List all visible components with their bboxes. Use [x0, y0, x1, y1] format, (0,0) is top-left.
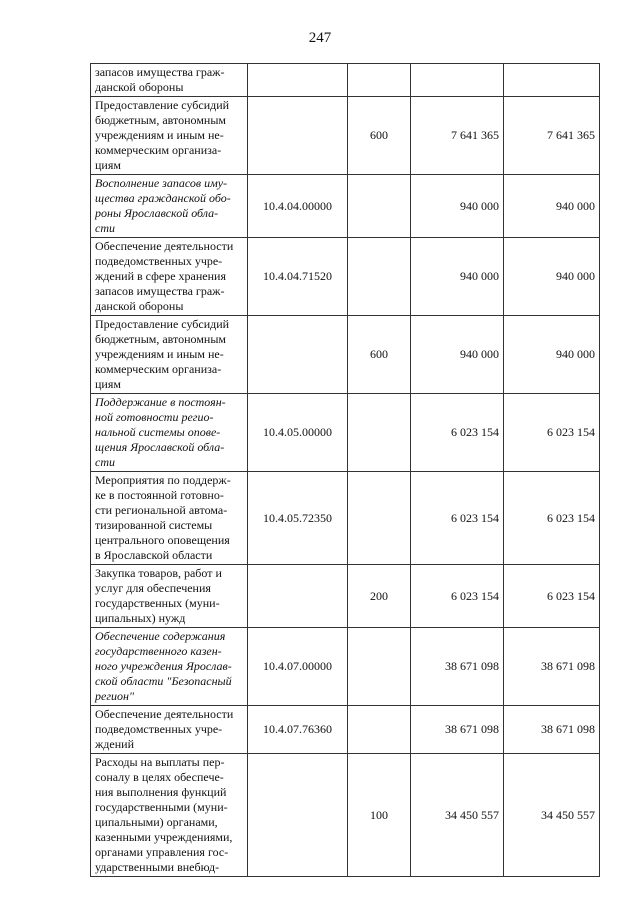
row-name-cell: [91, 565, 248, 628]
row-name-cell: [91, 175, 248, 238]
expense-type-code: [348, 238, 411, 316]
row-name-line: ния выполнения функций: [95, 785, 227, 799]
row-name-line: ципальными) органами,: [95, 815, 218, 829]
row-name-cell: [91, 97, 248, 175]
row-name-line: государственного казен-: [95, 644, 222, 658]
row-name-line: Поддержание в постоян-: [95, 395, 226, 409]
row-name-cell: [91, 472, 248, 565]
table-row: [91, 238, 600, 316]
row-name-line: государственными (муни-: [95, 800, 228, 814]
target-article-code: 10.4.05.00000: [248, 394, 348, 472]
expense-type-code: [348, 628, 411, 706]
row-name-line: ской области "Безопасный: [95, 674, 232, 688]
row-name-line: ной готовности регио-: [95, 410, 214, 424]
amount-year-2: [504, 64, 600, 97]
row-name-line: ждений: [95, 737, 134, 751]
amount-year-1: 6 023 154: [411, 565, 504, 628]
target-article-code: [248, 97, 348, 175]
row-name-line: циям: [95, 158, 121, 172]
row-name-line: коммерческим организа-: [95, 143, 222, 157]
amount-year-2: 38 671 098: [504, 706, 600, 754]
amount-year-1: 6 023 154: [411, 472, 504, 565]
row-name-line: Обеспечение деятельности: [95, 707, 234, 721]
table-row: [91, 706, 600, 754]
expense-type-code: 600: [348, 316, 411, 394]
target-article-code: [248, 754, 348, 877]
expense-type-code: [348, 706, 411, 754]
row-name-line: Обеспечение деятельности: [95, 239, 234, 253]
expense-type-code: 100: [348, 754, 411, 877]
expense-type-code: [348, 64, 411, 97]
amount-year-2: 34 450 557: [504, 754, 600, 877]
row-name-line: соналу в целях обеспече-: [95, 770, 224, 784]
row-name-cell: [91, 394, 248, 472]
amount-year-1: 38 671 098: [411, 628, 504, 706]
expense-type-code: 600: [348, 97, 411, 175]
amount-year-2: 940 000: [504, 316, 600, 394]
amount-year-1: 38 671 098: [411, 706, 504, 754]
amount-year-2: 6 023 154: [504, 394, 600, 472]
table-row: [91, 754, 600, 877]
row-name-line: ципальных) нужд: [95, 611, 186, 625]
row-name-line: ного учреждения Ярослав-: [95, 659, 232, 673]
row-name-line: Восполнение запасов иму-: [95, 176, 228, 190]
row-name-line: сти региональной автома-: [95, 503, 228, 517]
budget-table: [90, 63, 600, 877]
expense-type-code: [348, 394, 411, 472]
table-row: [91, 97, 600, 175]
row-name-line: данской обороны: [95, 80, 184, 94]
target-article-code: 10.4.07.00000: [248, 628, 348, 706]
table-row: [91, 316, 600, 394]
row-name-cell: [91, 238, 248, 316]
row-name-line: роны Ярославской обла-: [95, 206, 219, 220]
target-article-code: 10.4.04.71520: [248, 238, 348, 316]
amount-year-2: 940 000: [504, 238, 600, 316]
row-name-line: тизированной системы: [95, 518, 213, 532]
row-name-cell: [91, 64, 248, 97]
row-name-cell: [91, 628, 248, 706]
amount-year-1: 7 641 365: [411, 97, 504, 175]
row-name-line: запасов имущества граж-: [95, 284, 225, 298]
row-name-line: коммерческим организа-: [95, 362, 222, 376]
row-name-cell: [91, 754, 248, 877]
table-row: [91, 64, 600, 97]
amount-year-1: [411, 64, 504, 97]
table-row: [91, 394, 600, 472]
row-name-line: регион": [95, 689, 134, 703]
budget-table-body: [91, 64, 600, 877]
row-name-line: подведомственных учре-: [95, 722, 223, 736]
amount-year-2: 940 000: [504, 175, 600, 238]
row-name-line: ударственными внебюд-: [95, 860, 220, 874]
amount-year-2: 7 641 365: [504, 97, 600, 175]
page-number: 247: [308, 30, 332, 46]
target-article-code: 10.4.05.72350: [248, 472, 348, 565]
target-article-code: [248, 316, 348, 394]
row-name-line: щения Ярославской обла-: [95, 440, 225, 454]
amount-year-1: 6 023 154: [411, 394, 504, 472]
row-name-line: государственных (муни-: [95, 596, 220, 610]
row-name-line: подведомственных учре-: [95, 254, 223, 268]
expense-type-code: [348, 175, 411, 238]
row-name-line: сти: [95, 221, 115, 235]
target-article-code: 10.4.04.00000: [248, 175, 348, 238]
row-name-cell: [91, 316, 248, 394]
target-article-code: [248, 64, 348, 97]
row-name-cell: [91, 706, 248, 754]
table-row: [91, 628, 600, 706]
row-name-line: бюджетным, автономным: [95, 332, 226, 346]
row-name-line: Обеспечение содержания: [95, 629, 226, 643]
amount-year-1: 940 000: [411, 238, 504, 316]
expense-type-code: 200: [348, 565, 411, 628]
row-name-line: Расходы на выплаты пер-: [95, 755, 225, 769]
row-name-line: учреждениям и иным не-: [95, 347, 224, 361]
row-name-line: органами управления гос-: [95, 845, 229, 859]
table-row: [91, 472, 600, 565]
row-name-line: нальной системы опове-: [95, 425, 221, 439]
row-name-line: запасов имущества граж-: [95, 65, 225, 79]
row-name-line: Предоставление субсидий: [95, 98, 230, 112]
row-name-line: казенными учреждениями,: [95, 830, 233, 844]
row-name-line: данской обороны: [95, 299, 184, 313]
row-name-line: учреждениям и иным не-: [95, 128, 224, 142]
row-name-line: Мероприятия по поддерж-: [95, 473, 231, 487]
table-row: [91, 565, 600, 628]
amount-year-1: 34 450 557: [411, 754, 504, 877]
row-name-line: Закупка товаров, работ и: [95, 566, 222, 580]
amount-year-2: 6 023 154: [504, 565, 600, 628]
row-name-line: в Ярославской области: [95, 548, 213, 562]
row-name-line: ждений в сфере хранения: [95, 269, 226, 283]
row-name-line: услуг для обеспечения: [95, 581, 211, 595]
amount-year-1: 940 000: [411, 175, 504, 238]
row-name-line: сти: [95, 455, 115, 469]
row-name-line: ке в постоянной готовно-: [95, 488, 224, 502]
row-name-line: щества гражданской обо-: [95, 191, 231, 205]
amount-year-2: 6 023 154: [504, 472, 600, 565]
table-row: [91, 175, 600, 238]
expense-type-code: [348, 472, 411, 565]
amount-year-1: 940 000: [411, 316, 504, 394]
target-article-code: [248, 565, 348, 628]
row-name-line: центрального оповещения: [95, 533, 230, 547]
row-name-line: Предоставление субсидий: [95, 317, 230, 331]
row-name-line: бюджетным, автономным: [95, 113, 226, 127]
target-article-code: 10.4.07.76360: [248, 706, 348, 754]
row-name-line: циям: [95, 377, 121, 391]
amount-year-2: 38 671 098: [504, 628, 600, 706]
